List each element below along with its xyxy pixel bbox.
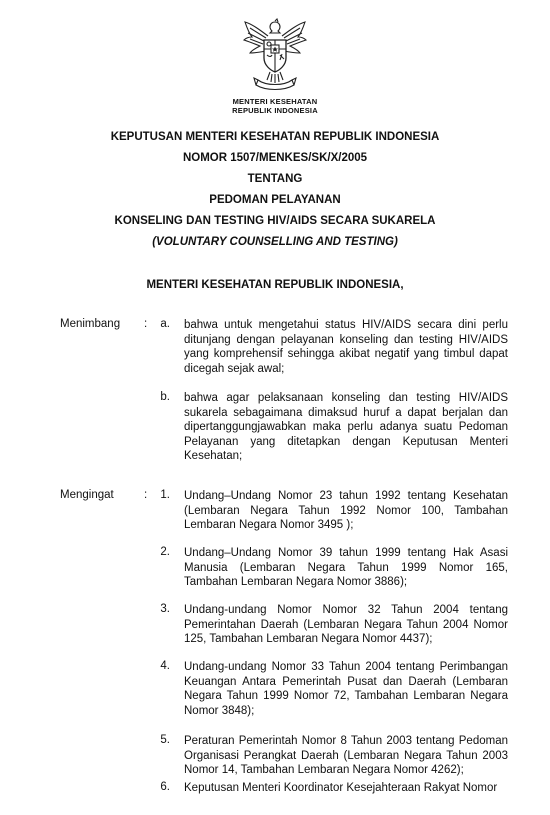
menimbang-marker-a: a. [160,318,170,330]
mengingat-item-6: Keputusan Menteri Koordinator Kesejahteraan Rakyat Nomor [184,782,498,794]
mengingat-marker-5: 5. [160,734,170,746]
menimbang-item-a: bahwa untuk mengetahui status HIV/AIDS secara dini perlu ditunjang dengan pelayanan konseling dan testing HIV/AIDS yang komprehensif sehingga akibat negatif yang timbul dapat dicegah sejak awal; [184,319,508,375]
mengingat-marker-1: 1. [160,489,170,501]
menimbang-marker-b: b. [160,391,170,403]
menimbang-colon: : [144,318,148,330]
decree-about: TENTANG [247,173,303,185]
decree-number: NOMOR 1507/MENKES/SK/X/2005 [182,152,368,164]
mengingat-item-4: Undang-undang Nomor 33 Tahun 2004 tentang Perimbangan Keuangan Antara Pemerintah Pusat dan Daerah (Lembaran Negara Tahun 1999 Nomor 72, Tambahan Lembaran Negara Nomor 3848); [184,661,508,717]
decree-subject-line-2: KONSELING DAN TESTING HIV/AIDS SECARA SUKARELA [114,215,436,227]
mengingat-item-2: Undang–Undang Nomor 39 tahun 1999 tentang Hak Asasi Manusia (Lembaran Negara Tahun 1999 Nomor 165, Tambahan Lembaran Negara Nomor 3886); [184,547,508,589]
menimbang-item-b: bahwa agar pelaksanaan konseling dan testing HIV/AIDS sukarela sebagaimana dimaksud huruf a dapat berjalan dan dipertanggungjawabkan maka perlu adanya suatu Pedoman Pelayanan yang ditetapkan dengan Keputusan Menteri Kesehatan; [184,392,508,463]
decree-issuer: MENTERI KESEHATAN REPUBLIK INDONESIA, [146,279,404,291]
office-name-line-1: MENTERI KESEHATAN [232,97,318,106]
mengingat-item-3: Undang-undang Nomor Nomor 32 Tahun 2004 tentang Pemerintahan Daerah (Lembaran Negara Tahun 2004 Nomor 125, Tambahan Lembaran Negara Nomor 4437); [184,604,508,646]
office-name-line-2: REPUBLIK INDONESIA [232,106,318,115]
mengingat-colon: : [144,489,148,501]
decree-subject-english: (VOLUNTARY COUNSELLING AND TESTING) [152,236,398,248]
mengingat-marker-2: 2. [160,546,170,558]
decree-subject-line-1: PEDOMAN PELAYANAN [209,194,341,206]
mengingat-item-5: Peraturan Pemerintah Nomor 8 Tahun 2003 tentang Pedoman Organisasi Perangkat Daerah (Lembaran Negara Tahun 2003 Nomor 14, Tambahan Lembaran Negara Nomor 4262); [184,735,508,777]
mengingat-marker-3: 3. [160,603,170,615]
decree-title: KEPUTUSAN MENTERI KESEHATAN REPUBLIK INDONESIA [110,131,440,143]
mengingat-marker-6: 6. [160,781,170,793]
garuda-emblem-icon [242,18,308,94]
mengingat-marker-4: 4. [160,660,170,672]
mengingat-label: Mengingat [60,489,114,501]
mengingat-item-1: Undang–Undang Nomor 23 tahun 1992 tentang Kesehatan (Lembaran Negara Tahun 1992 Nomor 100, Tambahan Lembaran Negara Nomor 3495 ); [184,490,508,532]
menimbang-label: Menimbang [60,318,121,330]
